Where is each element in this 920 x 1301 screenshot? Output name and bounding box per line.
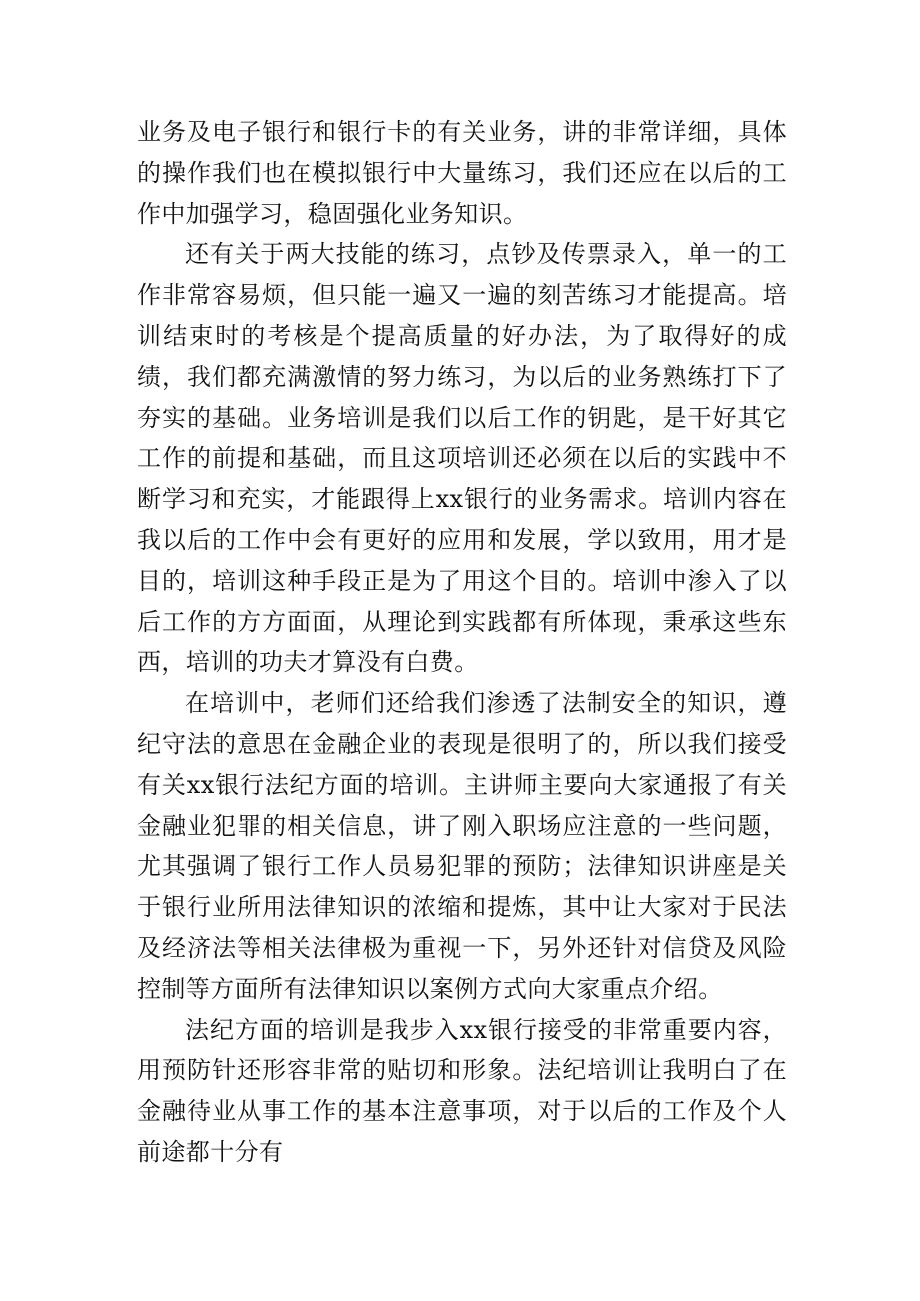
paragraph-4: 法纪方面的培训是我步入xx银行接受的非常重要内容，用预防针还形容非常的贴切和形象。法纪培训让我明白了在金融待业从事工作的基本注意事项，对于以后的工作及个人前途都十分有: [137, 1015, 787, 1166]
paragraph-1: 业务及电子银行和银行卡的有关业务，讲的非常详细，具体的操作我们也在模拟银行中大量练习，我们还应在以后的工作中加强学习，稳固强化业务知识。: [137, 118, 787, 228]
paragraph-3: 在培训中，老师们还给我们渗透了法制安全的知识，遵纪守法的意思在金融企业的表现是很明了的，所以我们接受有关xx银行法纪方面的培训。主讲师主要向大家通报了有关金融业犯罪的相关信息，讲了刚入职场应注意的一些问题，尤其强调了银行工作人员易犯罪的预防；法律知识讲座是关于银行业所用法律知识的浓缩和提炼，其中让大家对于民法及经济法等相关法律极为重视一下，另外还针对信贷及风险控制等方面所有法律知识以案例方式向大家重点介绍。: [137, 689, 787, 1003]
paragraph-2: 还有关于两大技能的练习，点钞及传票录入，单一的工作非常容易烦，但只能一遍又一遍的刻苦练习才能提高。培训结束时的考核是个提高质量的好办法，为了取得好的成绩，我们都充满激情的努力练习，为以后的业务熟练打下了夯实的基础。业务培训是我们以后工作的钥匙，是干好其它工作的前提和基础，而且这项培训还必须在以后的实践中不断学习和充实，才能跟得上xx银行的业务需求。培训内容在我以后的工作中会有更好的应用和发展，学以致用，用才是目的，培训这种手段正是为了用这个目的。培训中渗入了以后工作的方方面面，从理论到实践都有所体现，秉承这些东西，培训的功夫才算没有白费。: [137, 240, 787, 677]
document-body: [137, 112, 787, 1173]
